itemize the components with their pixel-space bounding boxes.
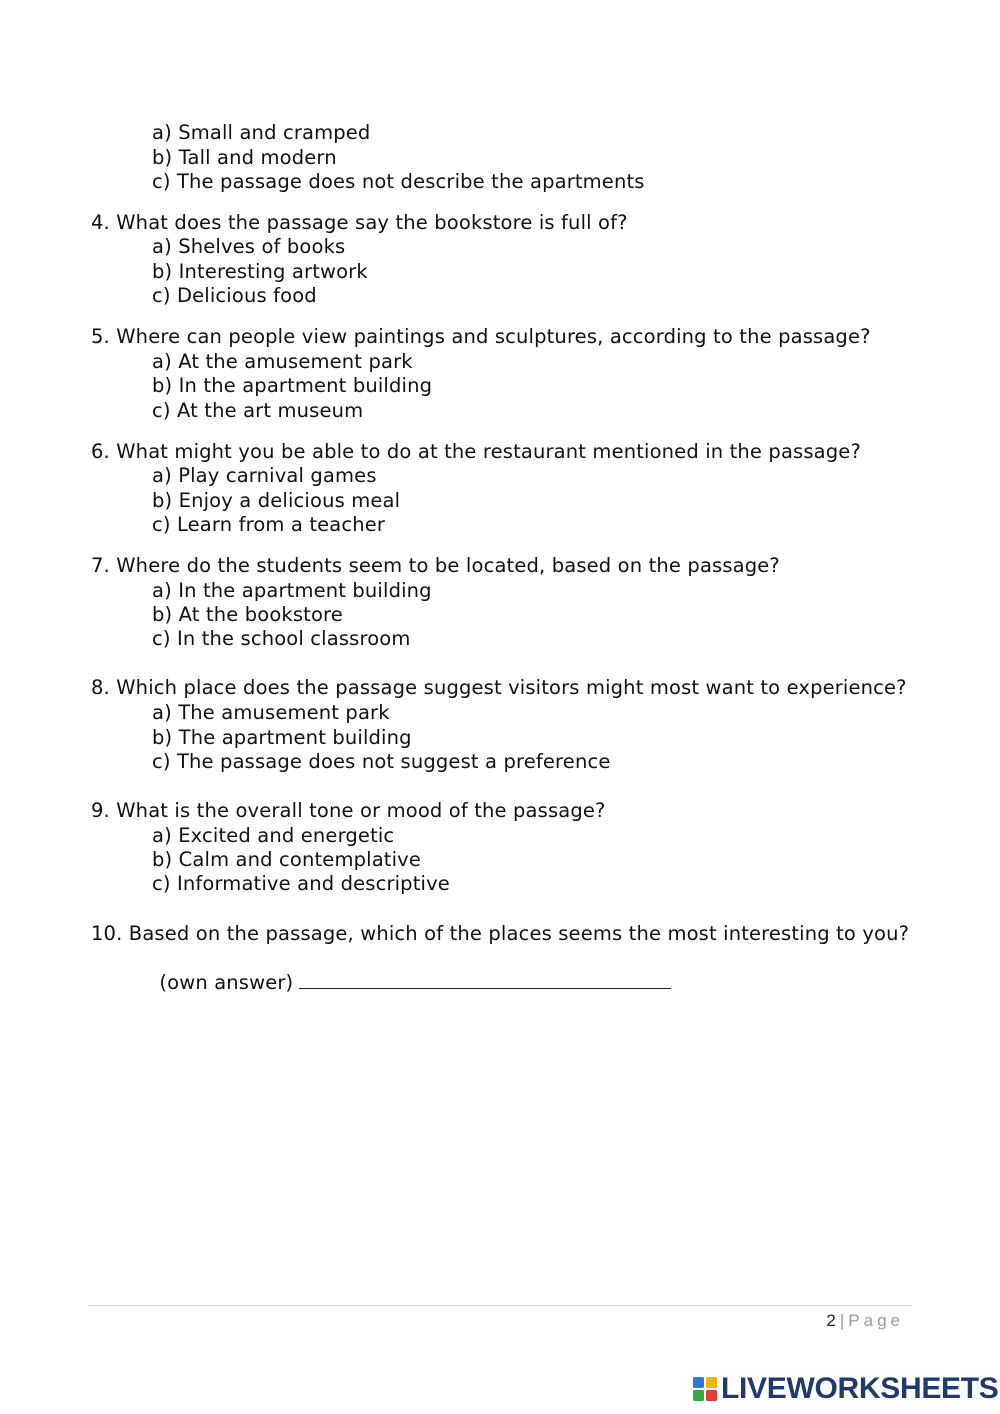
liveworksheets-logo-icon	[692, 1376, 718, 1402]
q10-answer-blank[interactable]	[299, 970, 671, 989]
q4-option-a[interactable]: a) Shelves of books	[152, 235, 346, 258]
q6-option-a[interactable]: a) Play carnival games	[152, 464, 377, 487]
page-label: Page	[848, 1311, 904, 1330]
q5-option-c[interactable]: c) At the art museum	[152, 399, 364, 422]
q10-answer-row	[134, 946, 671, 1019]
q6-option-c[interactable]: c) Learn from a teacher	[152, 513, 386, 536]
liveworksheets-logo[interactable]	[692, 1372, 999, 1406]
logo-text: LIVEWORKSHEETS	[721, 1372, 999, 1405]
q7-option-a[interactable]: a) In the apartment building	[152, 579, 432, 602]
question-6: 6. What might you be able to do at the restaurant mentioned in the passage?	[91, 440, 861, 463]
page-footer	[826, 1310, 904, 1332]
q8-option-c[interactable]: c) The passage does not suggest a preference	[152, 750, 611, 773]
q10-answer-prompt: (own answer)	[159, 971, 294, 994]
page-number: 2	[826, 1311, 836, 1330]
q3-option-b[interactable]: b) Tall and modern	[152, 146, 337, 169]
footer-separator: |	[839, 1311, 845, 1330]
q7-option-c[interactable]: c) In the school classroom	[152, 627, 411, 650]
question-9: 9. What is the overall tone or mood of the passage?	[91, 799, 606, 822]
footer-divider	[88, 1305, 912, 1306]
q9-option-b[interactable]: b) Calm and contemplative	[152, 848, 421, 871]
q8-option-a[interactable]: a) The amusement park	[152, 701, 390, 724]
q5-option-b[interactable]: b) In the apartment building	[152, 374, 433, 397]
question-4: 4. What does the passage say the bookstore is full of?	[91, 211, 628, 234]
q9-option-a[interactable]: a) Excited and energetic	[152, 824, 395, 847]
question-7: 7. Where do the students seem to be located, based on the passage?	[91, 554, 780, 577]
q4-option-b[interactable]: b) Interesting artwork	[152, 260, 368, 283]
question-5: 5. Where can people view paintings and sculptures, according to the passage?	[91, 325, 871, 348]
q3-option-c[interactable]: c) The passage does not describe the apartments	[152, 170, 645, 193]
question-8: 8. Which place does the passage suggest visitors might most want to experience?	[91, 676, 907, 699]
q7-option-b[interactable]: b) At the bookstore	[152, 603, 343, 626]
q9-option-c[interactable]: c) Informative and descriptive	[152, 872, 450, 895]
q8-option-b[interactable]: b) The apartment building	[152, 726, 412, 749]
q3-option-a[interactable]: a) Small and cramped	[152, 121, 371, 144]
question-10: 10. Based on the passage, which of the places seems the most interesting to you?	[91, 922, 910, 945]
q6-option-b[interactable]: b) Enjoy a delicious meal	[152, 489, 401, 512]
q4-option-c[interactable]: c) Delicious food	[152, 284, 317, 307]
q5-option-a[interactable]: a) At the amusement park	[152, 350, 413, 373]
